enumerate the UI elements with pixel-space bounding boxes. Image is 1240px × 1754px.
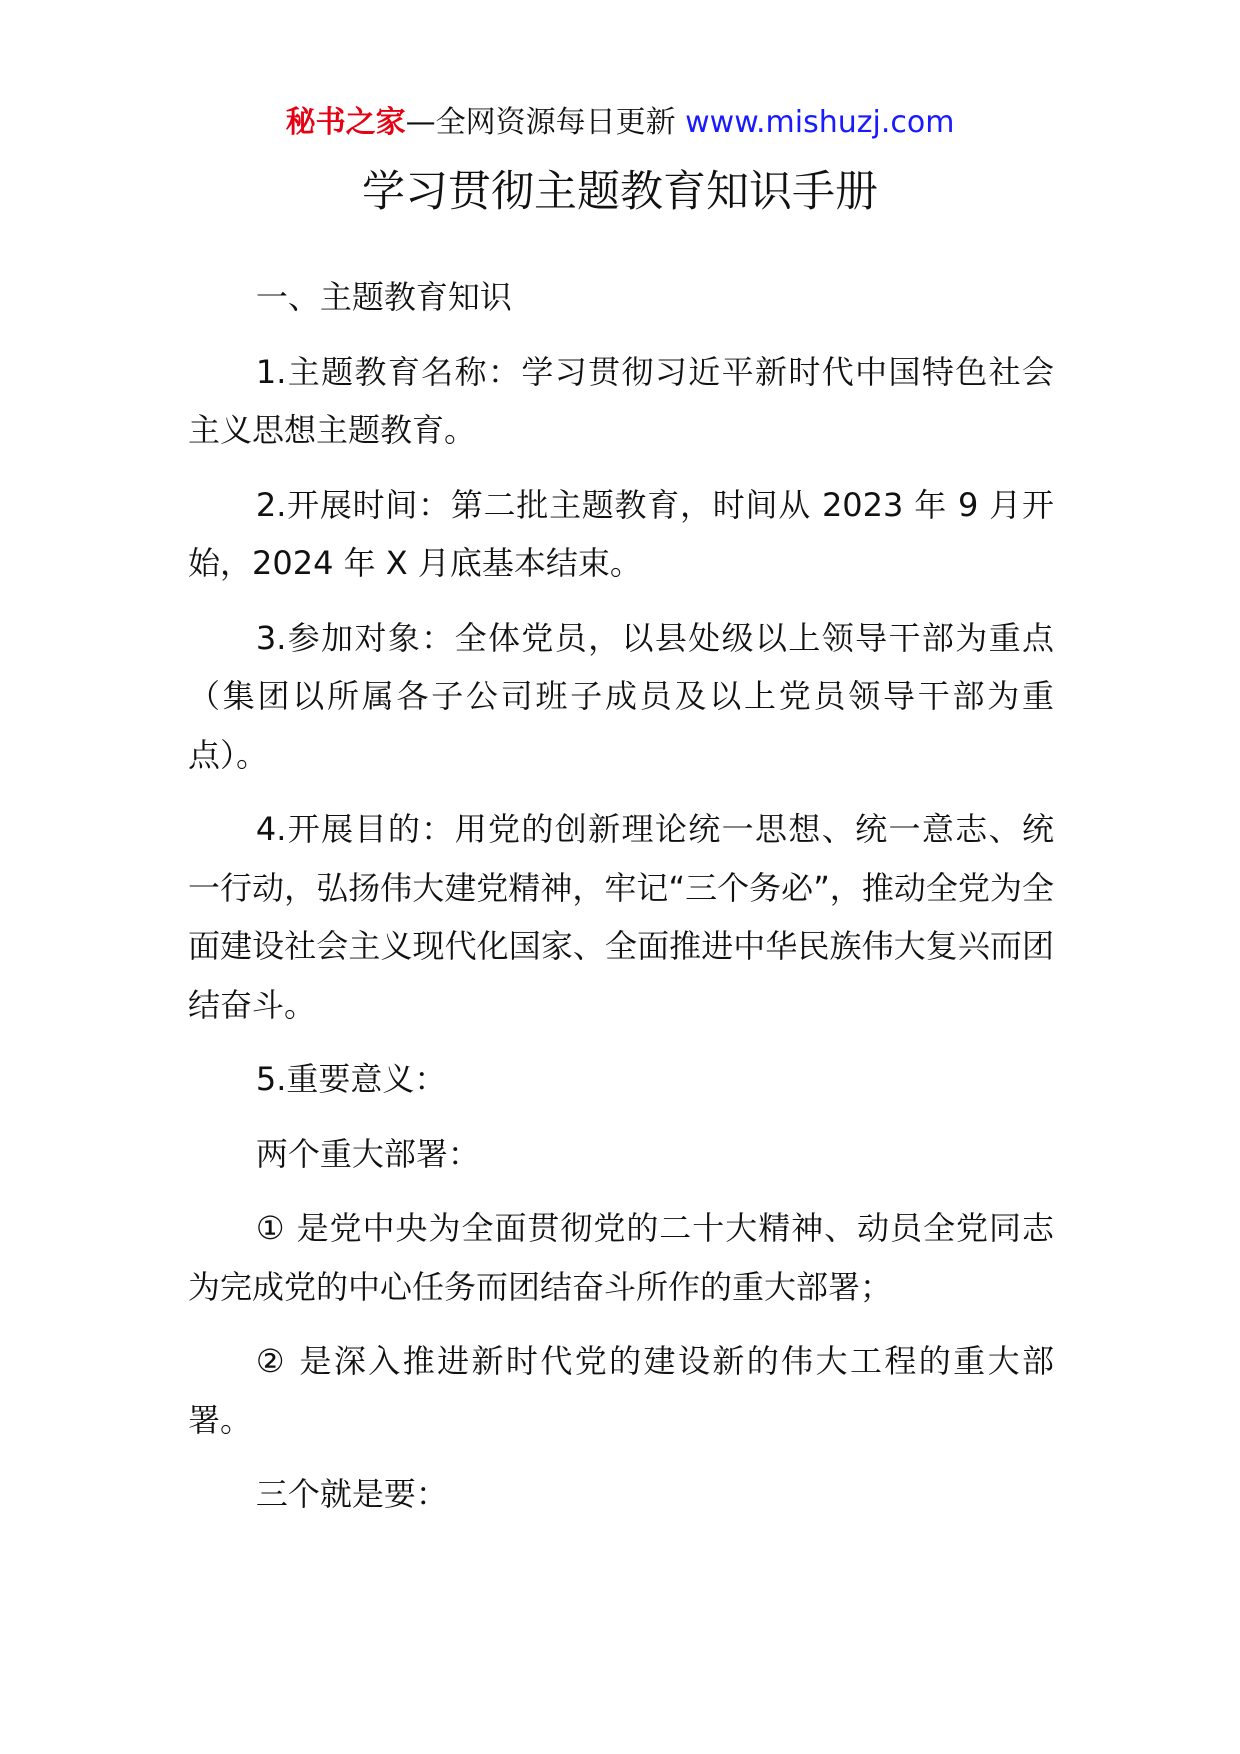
- site-header: [0, 100, 1240, 146]
- paragraph-significance: 5.重要意义：: [255, 1060, 447, 1098]
- list-item: ① 是党中央为全面贯彻党的二十大精神、动员全党同志为完成党的中心任务而团结奋斗所作的重大部署；: [188, 1209, 1054, 1306]
- paragraph-theme-name: 1.主题教育名称：学习贯彻习近平新时代中国特色社会主义思想主题教育。: [188, 352, 1054, 449]
- header-tagline: —全网资源每日更新: [405, 105, 686, 140]
- paragraph-participants: 3.参加对象：全体党员，以县处级以上领导干部为重点（集团以所属各子公司班子成员及以上党员领导干部为重点）。: [188, 618, 1054, 774]
- brand-name: 秘书之家: [285, 105, 406, 140]
- paragraph-three-musts: 三个就是要：: [255, 1475, 448, 1513]
- site-url-link[interactable]: www.mishuzj.com: [685, 105, 955, 140]
- document-body: [188, 268, 1054, 1540]
- paragraph-time: 2.开展时间：第二批主题教育，时间从 2023 年 9 月开始，2024 年 X 月底基本结束。: [188, 485, 1054, 582]
- paragraph-two-deployments: 两个重大部署：: [255, 1134, 480, 1173]
- paragraph-purpose: 4.开展目的：用党的创新理论统一思想、统一意志、统一行动，弘扬伟大建党精神，牢记“三个务必”，推动全党为全面建设社会主义现代化国家、全面推进中华民族伟大复兴而团结奋斗。: [188, 810, 1054, 1024]
- document-title: 学习贯彻主题教育知识手册: [362, 167, 878, 217]
- section-heading: 一、主题教育知识: [255, 278, 512, 316]
- list-item: ② 是深入推进新时代党的建设新的伟大工程的重大部署。: [188, 1342, 1054, 1439]
